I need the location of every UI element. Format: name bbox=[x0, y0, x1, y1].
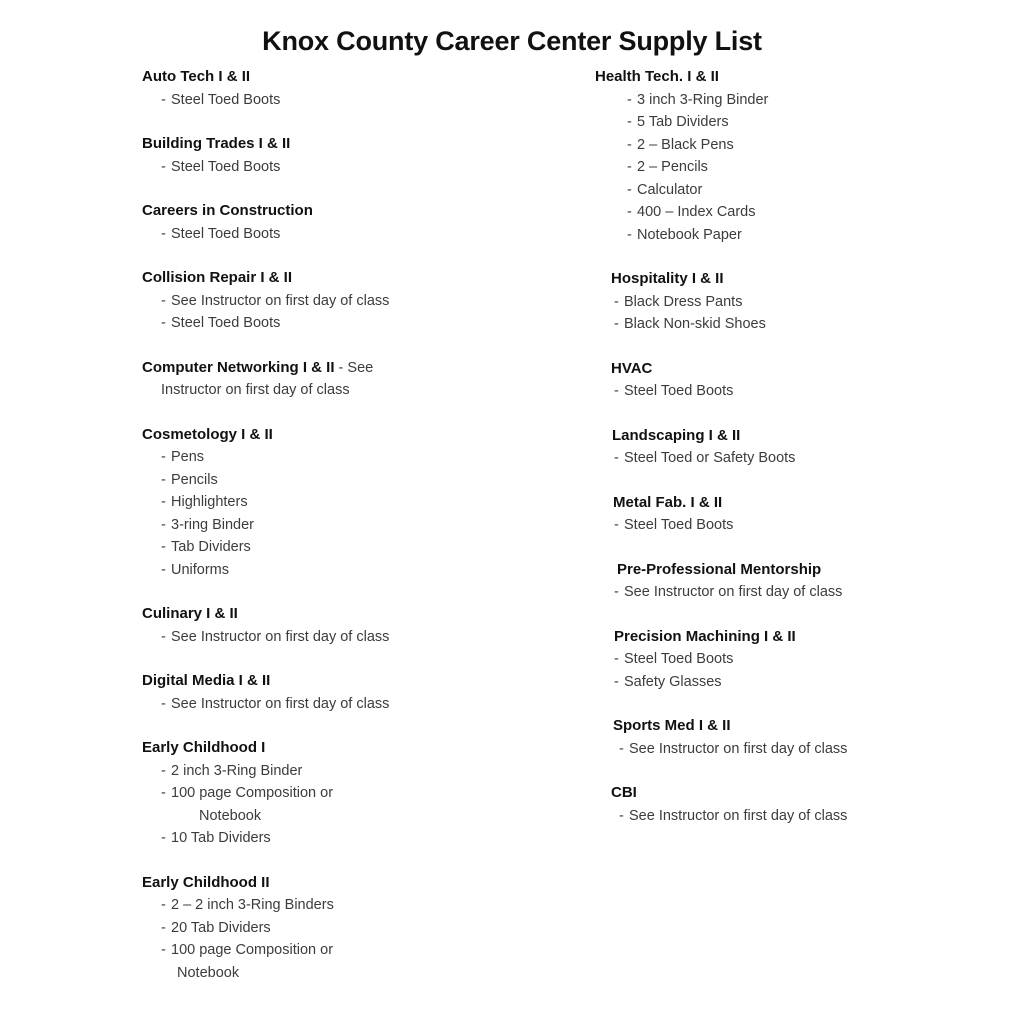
bullet-dash-icon: - bbox=[161, 449, 166, 465]
supply-item-label: Highlighters bbox=[171, 494, 248, 510]
supply-item-label: 3-ring Binder bbox=[171, 516, 255, 533]
supply-item bbox=[161, 290, 572, 313]
section-heading: Early Childhood II bbox=[142, 873, 270, 891]
bullet-dash-icon: - bbox=[161, 785, 166, 801]
supply-item bbox=[161, 536, 572, 559]
bullet-dash-icon: - bbox=[627, 159, 632, 175]
supply-item-label: See Instructor on first day of class bbox=[629, 807, 848, 824]
section-spacer bbox=[595, 604, 1015, 626]
supply-item bbox=[614, 648, 1015, 671]
section-spacer bbox=[142, 111, 572, 133]
section-spacer bbox=[142, 245, 572, 267]
supply-item bbox=[619, 738, 1015, 761]
supply-section bbox=[142, 872, 572, 985]
supply-item-label: Notebook Paper bbox=[637, 226, 742, 243]
supply-item bbox=[161, 782, 572, 827]
supply-item-list bbox=[595, 291, 1015, 336]
section-heading: Precision Machining I & II bbox=[614, 627, 796, 645]
section-spacer bbox=[595, 336, 1015, 358]
supply-item-label: Steel Toed Boots bbox=[624, 651, 734, 667]
supply-section bbox=[142, 357, 572, 402]
page-title: Knox County Career Center Supply List bbox=[262, 26, 762, 56]
supply-section bbox=[142, 737, 572, 850]
supply-item-list bbox=[595, 738, 1015, 761]
supply-item bbox=[614, 380, 1015, 403]
supply-item bbox=[161, 491, 572, 514]
supply-item bbox=[161, 559, 572, 582]
bullet-dash-icon: - bbox=[614, 651, 619, 667]
section-spacer bbox=[595, 403, 1015, 425]
supply-item-label: Black Dress Pants bbox=[624, 293, 743, 310]
supply-item-label: See Instructor on first day of class bbox=[629, 740, 848, 757]
bullet-dash-icon: - bbox=[627, 136, 632, 153]
bullet-dash-icon: - bbox=[614, 316, 619, 332]
section-spacer bbox=[142, 335, 572, 357]
bullet-dash-icon: - bbox=[161, 539, 166, 555]
bullet-dash-icon: - bbox=[627, 204, 632, 220]
section-heading: Sports Med I & II bbox=[613, 717, 731, 734]
bullet-dash-icon: - bbox=[619, 807, 624, 824]
bullet-dash-icon: - bbox=[161, 494, 166, 510]
bullet-dash-icon: - bbox=[161, 695, 166, 712]
bullet-dash-icon: - bbox=[161, 91, 166, 108]
supply-item bbox=[614, 514, 1015, 537]
supply-item-label: Safety Glasses bbox=[624, 673, 722, 690]
supply-item-label: 20 Tab Dividers bbox=[171, 919, 271, 936]
bullet-dash-icon: - bbox=[614, 673, 619, 690]
section-spacer bbox=[595, 470, 1015, 492]
supply-item bbox=[627, 179, 1015, 202]
section-heading: Metal Fab. I & II bbox=[613, 493, 723, 511]
supply-item-list bbox=[142, 223, 572, 246]
supply-item bbox=[614, 447, 1015, 470]
section-heading: Careers in Construction bbox=[142, 202, 313, 219]
section-spacer bbox=[595, 246, 1015, 268]
supply-item bbox=[627, 134, 1015, 157]
supply-item-list bbox=[142, 446, 572, 581]
section-heading: Cosmetology I & II bbox=[142, 425, 273, 443]
supply-item bbox=[161, 626, 572, 649]
section-spacer bbox=[595, 537, 1015, 559]
supply-item-label: 2 – 2 inch 3-Ring Binders bbox=[171, 897, 334, 913]
section-heading: Culinary I & II bbox=[142, 605, 238, 622]
supply-item-list bbox=[142, 290, 572, 335]
bullet-dash-icon: - bbox=[161, 762, 166, 779]
supply-item bbox=[614, 313, 1015, 336]
supply-item bbox=[161, 89, 572, 112]
supply-section bbox=[595, 358, 1015, 403]
section-heading: Computer Networking I & II - See bbox=[142, 358, 374, 376]
supply-item-list bbox=[595, 89, 1015, 247]
right-column bbox=[595, 66, 1015, 827]
section-heading: Hospitality I & II bbox=[611, 270, 724, 287]
section-heading: Landscaping I & II bbox=[612, 426, 741, 444]
bullet-dash-icon: - bbox=[161, 897, 166, 913]
supply-section bbox=[142, 424, 572, 582]
supply-item-list bbox=[595, 380, 1015, 403]
bullet-dash-icon: - bbox=[161, 225, 166, 242]
bullet-dash-icon: - bbox=[161, 830, 166, 846]
section-heading: Health Tech. I & II bbox=[595, 68, 719, 85]
supply-item bbox=[614, 291, 1015, 314]
supply-item bbox=[161, 312, 572, 335]
bullet-dash-icon: - bbox=[627, 114, 632, 130]
supply-section bbox=[595, 425, 1015, 470]
supply-item-label: See Instructor on first day of class bbox=[171, 628, 390, 645]
supply-item-label: Black Non-skid Shoes bbox=[624, 316, 766, 332]
section-heading-continuation: Instructor on first day of class bbox=[161, 382, 350, 398]
supply-item bbox=[619, 805, 1015, 828]
supply-item-label: Pens bbox=[171, 449, 205, 465]
supply-item-list bbox=[142, 693, 572, 716]
section-heading: Digital Media I & II bbox=[142, 672, 271, 689]
supply-item-list bbox=[142, 626, 572, 649]
supply-item-label: Uniforms bbox=[171, 561, 230, 578]
supply-item-label: See Instructor on first day of class bbox=[171, 292, 390, 309]
supply-item bbox=[161, 827, 572, 850]
supply-section bbox=[595, 268, 1015, 336]
supply-item bbox=[161, 514, 572, 537]
section-heading: CBI bbox=[611, 784, 637, 801]
supply-item bbox=[627, 111, 1015, 134]
bullet-dash-icon: - bbox=[161, 919, 166, 936]
supply-item-label: Steel Toed Boots bbox=[171, 158, 281, 175]
section-spacer bbox=[142, 178, 572, 200]
supply-item-list bbox=[142, 894, 572, 984]
supply-item-label: 2 – Pencils bbox=[637, 159, 708, 175]
section-spacer bbox=[595, 693, 1015, 715]
supply-item-label: 2 – Black Pens bbox=[637, 136, 734, 153]
bullet-dash-icon: - bbox=[614, 293, 619, 310]
supply-item bbox=[161, 223, 572, 246]
supply-item bbox=[614, 671, 1015, 694]
supply-section bbox=[142, 66, 572, 111]
bullet-dash-icon: - bbox=[161, 561, 166, 578]
supply-section bbox=[142, 267, 572, 335]
supply-item-list bbox=[595, 648, 1015, 693]
bullet-dash-icon: - bbox=[614, 517, 619, 533]
supply-item-label-wrapped: Notebook bbox=[199, 807, 262, 824]
supply-item-label: 5 Tab Dividers bbox=[637, 114, 729, 130]
supply-item-label: 2 inch 3-Ring Binder bbox=[171, 762, 303, 779]
section-heading: Collision Repair I & II bbox=[142, 269, 293, 286]
supply-section bbox=[142, 133, 572, 178]
supply-item-label: 10 Tab Dividers bbox=[171, 830, 271, 846]
supply-section bbox=[595, 626, 1015, 694]
supply-section bbox=[142, 603, 572, 648]
bullet-dash-icon: - bbox=[161, 942, 166, 958]
supply-item-label: See Instructor on first day of class bbox=[624, 584, 843, 600]
supply-item-list bbox=[595, 581, 1015, 604]
supply-item-label: Steel Toed Boots bbox=[171, 225, 281, 242]
supply-item bbox=[627, 156, 1015, 179]
bullet-dash-icon: - bbox=[619, 740, 624, 757]
supply-item-label: 3 inch 3-Ring Binder bbox=[637, 91, 769, 108]
supply-item bbox=[161, 469, 572, 492]
bullet-dash-icon: - bbox=[614, 383, 619, 399]
supply-item-list bbox=[595, 447, 1015, 470]
section-heading: HVAC bbox=[611, 359, 653, 377]
bullet-dash-icon: - bbox=[161, 315, 166, 331]
supply-section bbox=[595, 492, 1015, 537]
supply-section bbox=[142, 670, 572, 715]
bullet-dash-icon: - bbox=[614, 450, 619, 466]
supply-item-label: Steel Toed Boots bbox=[624, 383, 734, 399]
bullet-dash-icon: - bbox=[627, 226, 632, 243]
bullet-dash-icon: - bbox=[161, 516, 166, 533]
section-heading: Pre-Professional Mentorship bbox=[617, 560, 822, 578]
supply-item bbox=[627, 201, 1015, 224]
section-spacer bbox=[142, 715, 572, 737]
bullet-dash-icon: - bbox=[161, 628, 166, 645]
supply-section bbox=[595, 66, 1015, 246]
supply-item-label-wrapped: Notebook bbox=[177, 964, 240, 981]
supply-item bbox=[161, 693, 572, 716]
supply-section bbox=[142, 200, 572, 245]
supply-item bbox=[161, 760, 572, 783]
bullet-dash-icon: - bbox=[627, 91, 632, 108]
section-spacer bbox=[142, 402, 572, 424]
bullet-dash-icon: - bbox=[614, 584, 619, 600]
supply-item-label: Tab Dividers bbox=[171, 539, 251, 555]
supply-item bbox=[161, 939, 572, 984]
bullet-dash-icon: - bbox=[161, 158, 166, 175]
section-heading-trailing-note: - See bbox=[334, 359, 374, 376]
supply-item-label: See Instructor on first day of class bbox=[171, 695, 390, 712]
supply-item bbox=[161, 446, 572, 469]
left-column bbox=[142, 66, 572, 984]
supply-item-label: Calculator bbox=[637, 181, 703, 198]
supply-item-label: 100 page Composition or bbox=[171, 785, 334, 801]
section-heading: Auto Tech I & II bbox=[142, 68, 251, 85]
supply-item bbox=[627, 89, 1015, 112]
supply-item-list bbox=[142, 156, 572, 179]
bullet-dash-icon: - bbox=[627, 181, 632, 198]
bullet-dash-icon: - bbox=[161, 292, 166, 309]
supply-section bbox=[595, 715, 1015, 760]
supply-item-list bbox=[142, 89, 572, 112]
section-heading: Early Childhood I bbox=[142, 739, 266, 756]
supply-item bbox=[161, 917, 572, 940]
supply-item-label: Steel Toed or Safety Boots bbox=[624, 450, 796, 466]
supply-section bbox=[595, 559, 1015, 604]
section-spacer bbox=[142, 850, 572, 872]
section-heading: Building Trades I & II bbox=[142, 135, 291, 152]
supply-item-list bbox=[595, 514, 1015, 537]
supply-item-label: Steel Toed Boots bbox=[624, 517, 734, 533]
supply-item bbox=[627, 224, 1015, 247]
supply-section bbox=[595, 782, 1015, 827]
supply-item-label: Steel Toed Boots bbox=[171, 91, 281, 108]
bullet-dash-icon: - bbox=[161, 471, 166, 488]
supply-item bbox=[614, 581, 1015, 604]
supply-item bbox=[161, 894, 572, 917]
supply-item bbox=[161, 156, 572, 179]
supply-item-list bbox=[595, 805, 1015, 828]
section-spacer bbox=[142, 581, 572, 603]
supply-item-label: 100 page Composition or bbox=[171, 942, 334, 958]
supply-item-label: Pencils bbox=[171, 471, 218, 488]
supply-item-label: Steel Toed Boots bbox=[171, 315, 281, 331]
section-spacer bbox=[142, 648, 572, 670]
supply-item-label: 400 – Index Cards bbox=[637, 204, 756, 220]
section-spacer bbox=[595, 760, 1015, 782]
supply-item-list bbox=[142, 760, 572, 850]
